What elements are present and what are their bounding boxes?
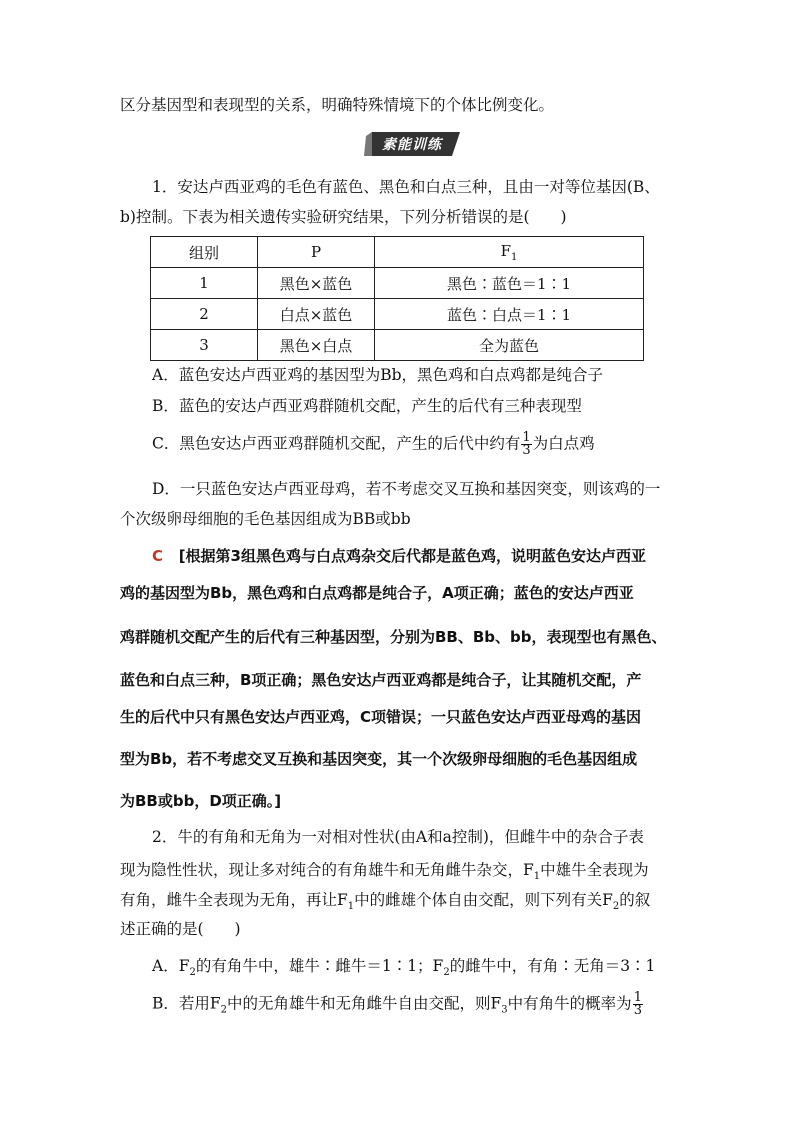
table-row bbox=[151, 330, 644, 361]
badge-label: 素能训练 bbox=[382, 137, 442, 153]
q1-explanation-line4: 蓝色和白点三种，B项正确；黑色安达卢西亚鸡都是纯合子，让其随机交配，产 bbox=[120, 671, 642, 689]
header-f1: $F_1$ bbox=[375, 237, 644, 268]
table-cell: 全为蓝色 bbox=[375, 330, 644, 361]
q2-stem-line3: 有角，雌牛全表现为无角，再让$F_1$中的雌雄个体自由交配，则下列有关$F_2$的叙 bbox=[120, 891, 651, 913]
q1-option-a: A．蓝色安达卢西亚鸡的基因型为Bb，黑色鸡和白点鸡都是纯合子 bbox=[152, 366, 604, 384]
q1-stem-line1: 1．安达卢西亚鸡的毛色有蓝色、黑色和白点三种，且由一对等位基因(B、 bbox=[152, 178, 660, 196]
table-cell: 黑色×白点 bbox=[258, 330, 375, 361]
q1-option-b: B．蓝色的安达卢西亚鸡群随机交配，产生的后代有三种表现型 bbox=[152, 397, 582, 415]
intro-text: 区分基因型和表现型的关系，明确特殊情境下的个体比例变化。 bbox=[120, 96, 555, 114]
table-cell: 1 bbox=[151, 268, 258, 299]
table-cell: 蓝色∶白点＝1∶1 bbox=[375, 299, 644, 330]
fraction: $\frac{1}{3}$ bbox=[633, 990, 642, 1018]
q2-stem-line1: 2．牛的有角和无角为一对相对性状(由A和a控制)，但雌牛中的杂合子表 bbox=[152, 828, 644, 846]
table-cell: 3 bbox=[151, 330, 258, 361]
q1-explanation-line6: 型为Bb，若不考虑交叉互换和基因突变，其一个次级卵母细胞的毛色基因组成 bbox=[120, 750, 638, 768]
q1-explanation-line7: 为BB或bb，D项正确。] bbox=[120, 792, 282, 810]
header-p: P bbox=[258, 237, 375, 268]
table-row bbox=[151, 299, 644, 330]
q2-stem-line2: 现为隐性性状，现让多对纯合的有角雄牛和无角雌牛杂交，$F_1$中雄牛全表现为 bbox=[120, 861, 649, 883]
q1-explanation-line1: C [根据第3组黑色鸡与白点鸡杂交后代都是蓝色鸡，说明蓝色安达卢西亚 bbox=[152, 547, 646, 565]
q2-option-b: B．若用$F_2$中的无角雄牛和无角雌牛自由交配，则$F_3$中有角牛的概率为 $\frac{1}{3}$ bbox=[152, 990, 642, 1018]
header-group: 组别 bbox=[151, 237, 258, 268]
section-badge bbox=[364, 132, 460, 156]
table-cell: 白点×蓝色 bbox=[258, 299, 375, 330]
q2-option-a: A．$F_2$的有角牛中，雄牛∶雌牛＝1∶1；$F_2$的雌牛中，有角∶无角＝3∶1 bbox=[152, 957, 656, 979]
table-cell: 黑色×蓝色 bbox=[258, 268, 375, 299]
table-cell: 2 bbox=[151, 299, 258, 330]
fraction: $\frac{1}{3}$ bbox=[522, 430, 531, 458]
q2-stem-line4: 述正确的是( ) bbox=[120, 920, 241, 938]
result-table bbox=[150, 236, 644, 361]
q1-explanation-line2: 鸡的基因型为Bb，黑色鸡和白点鸡都是纯合子，A项正确；蓝色的安达卢西亚 bbox=[120, 584, 634, 602]
q1-stem-line2: b)控制。下表为相关遗传实验研究结果，下列分析错误的是( ) bbox=[120, 208, 567, 226]
q1-explanation-line5: 生的后代中只有黑色安达卢西亚鸡，C项错误；一只蓝色安达卢西亚母鸡的基因 bbox=[120, 708, 642, 726]
table-row bbox=[151, 268, 644, 299]
table-header-row bbox=[151, 237, 644, 268]
q1-option-d-line2: 个次级卵母细胞的毛色基因组成为BB或bb bbox=[120, 510, 411, 528]
table-cell: 黑色∶蓝色＝1∶1 bbox=[375, 268, 644, 299]
q1-explanation-line3: 鸡群随机交配产生的后代有三种基因型，分别为BB、Bb、bb，表现型也有黑色、 bbox=[120, 628, 667, 646]
answer-letter: C bbox=[152, 547, 164, 565]
q1-option-d-line1: D．一只蓝色安达卢西亚母鸡，若不考虑交叉互换和基因突变，则该鸡的一 bbox=[152, 480, 661, 498]
q1-option-c: C．黑色安达卢西亚鸡群随机交配，产生的后代中约有 $\frac{1}{3}$ 为白点鸡 bbox=[152, 430, 595, 458]
